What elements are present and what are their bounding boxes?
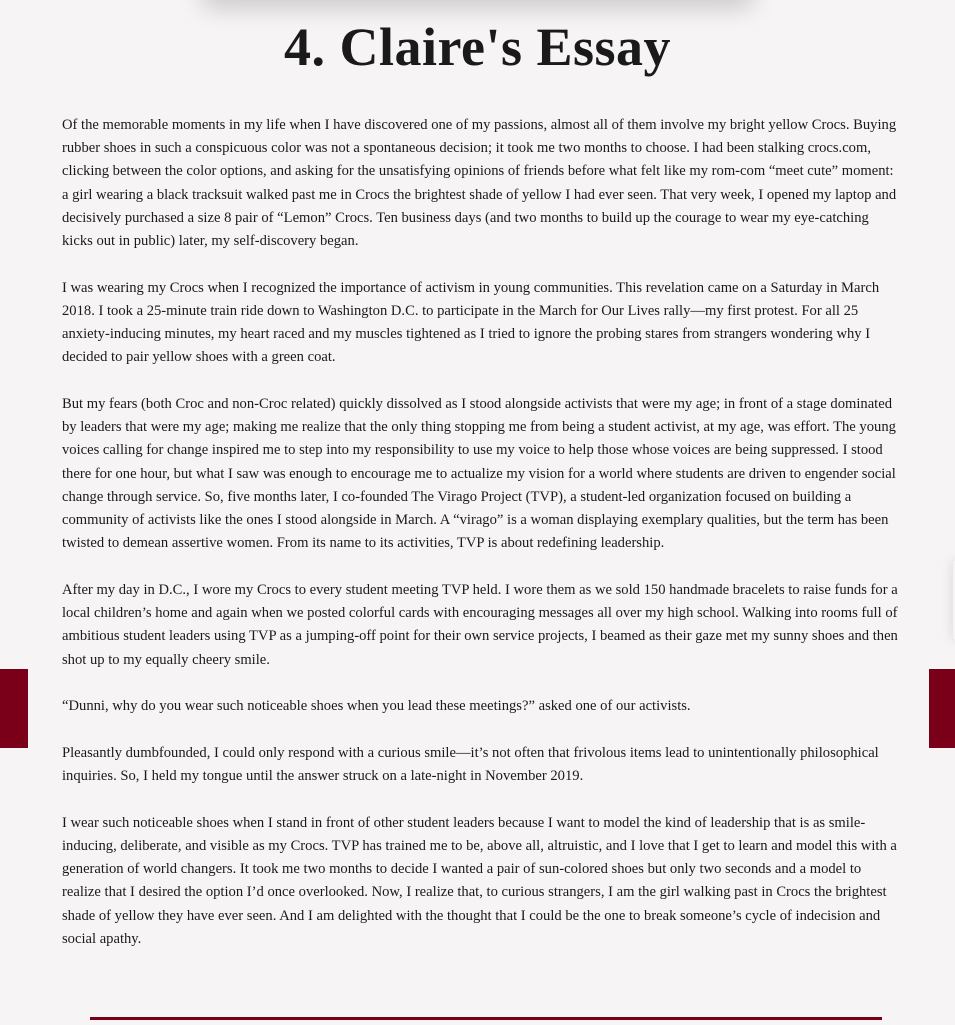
essay-paragraph-4: After my day in D.C., I wore my Crocs to every student meeting TVP held. I wore them as we sold 150 handmade bracelets to raise funds for a local children’s home and again when we posted colorful cards with encouraging messages all over my high school. Walking into rooms full of ambitious student leaders using TVP as a jumping-off point for their own service projects, I beamed as their gaze met my sunny shoes and then shot up to my equally cheery smile. [62, 581, 898, 668]
essay-title: 4. Claire's Essay [283, 17, 672, 77]
essay-paragraph-6: Pleasantly dumbfounded, I could only respond with a curious smile—it’s not often that frivolous items lead to unintentionally philosophical inquiries. So, I held my tongue until the answer struck on a late-night in November 2019. [62, 744, 879, 785]
essay-paragraph-1: Of the memorable moments in my life when I have discovered one of my passions, almost all of them involve my bright yellow Crocs. Buying rubber shoes in such a conspicuous color was not a spontaneous decision; it took me two months to choose. I had been stalking crocs.com, clicking between the color options, and asking for the unsatisfying opinions of friends before what felt like my rom-com “meet cute” moment: a girl wearing a black tracksuit walked past me in Crocs the brightest shade of yellow I had ever seen. That very week, I opened my laptop and decisively purchased a size 8 pair of “Lemon” Crocs. Ten business days (and two months to build up the courage to wear my eye-catching kicks out in public) later, my self-discovery began. [62, 117, 897, 250]
essay-body [62, 114, 900, 975]
essay-paragraph-5: “Dunni, why do you wear such noticeable shoes when you lead these meetings?” asked one of our activists. [62, 698, 691, 715]
next-page-tab[interactable] [929, 669, 955, 748]
previous-page-tab[interactable] [0, 669, 28, 748]
essay-paragraph-2: I was wearing my Crocs when I recognized the importance of activism in young communities. This revelation came on a Saturday in March 2018. I took a 25-minute train ride down to Washington D.C. to participate in the March for Our Lives rally—my first protest. For all 25 anxiety-inducing minutes, my heart raced and my muscles tightened as I tried to ignore the probing stares from strangers wondering why I decided to pair yellow shoes with a green coat. [62, 279, 880, 366]
bottom-divider [90, 1017, 882, 1020]
essay-paragraph-7: I wear such noticeable shoes when I stand in front of other student leaders because I want to model the kind of leadership that is as smile-inducing, deliberate, and visible as my Crocs. TVP has trained me to be, above all, altruistic, and I love that I get to learn and model this with a generation of world changers. It took me two months to decide I wanted a pair of sun-colored shoes but only two seconds and a model to realize that I desired the option I’d once overlooked. Now, I realize that, to curious strangers, I am the girl walking past in Crocs the brightest shade of yellow they have ever seen. And I am delighted with the thought that I could be the one to break someone’s cycle of indecision and social apathy. [62, 814, 897, 947]
essay-paragraph-3: But my fears (both Croc and non-Croc related) quickly dissolved as I stood alongside activists that were my age; in front of a stage dominated by leaders that were my age; making me realize that the only thing stopping me from being a student activist, at my age, was effort. The young voices calling for change inspired me to step into my responsibility to use my voice to help those whose voices are being suppressed. I stood there for one hour, but what I saw was enough to encourage me to actualize my vision for a world where students are driven to engender social change through service. So, five months later, I co-founded The Virago Project (TVP), a student-led organization focused on building a community of activists like the ones I stood alongside in March. A “virago” is a woman displaying exemplary qualities, but the term has been twisted to demean assertive women. From its name to its activities, TVP is about redefining leadership. [62, 396, 896, 552]
